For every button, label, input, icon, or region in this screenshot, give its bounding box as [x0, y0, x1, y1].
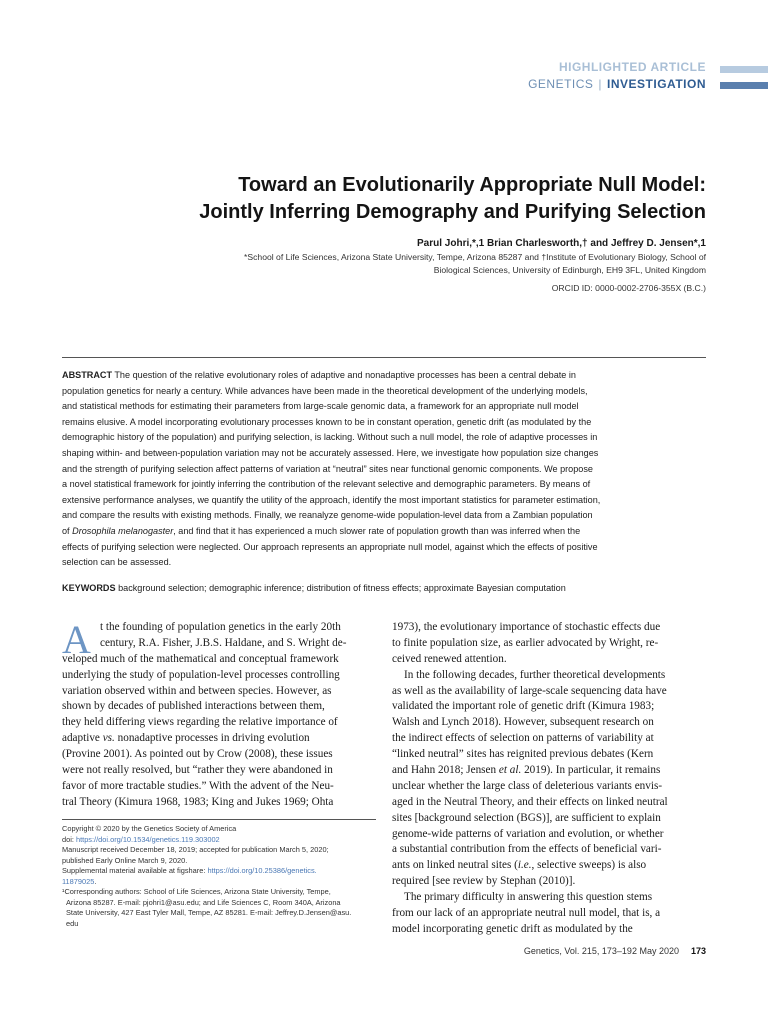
body-line: as well as the availability of large-scale sequencing data have — [392, 684, 667, 697]
journal-section-header — [528, 77, 706, 91]
body-line: unclear whether the large class of deleterious variants envis- — [392, 779, 663, 792]
body-line: ants on linked neutral sites (i.e., selective sweeps) is also — [392, 859, 647, 872]
abstract-line: and compare the results with existing methods. Finally, we reanalyze genome-wide population-level data from a Zambian population — [62, 510, 593, 521]
corresponding-authors: State University, 427 East Tyler Mall, Tempe, AZ 85281. E-mail: Jeffrey.D.Jensen@asu. — [66, 908, 352, 917]
manuscript-dates: published Early Online March 9, 2020. — [62, 855, 188, 865]
footnote-rule — [62, 819, 376, 820]
body-line: shown by decades of published interactions between them, — [62, 700, 325, 713]
corresponding-authors: edu — [66, 918, 79, 928]
article-section: INVESTIGATION — [607, 77, 706, 91]
body-line: from our lack of an appropriate neutral null model, that is, a — [392, 907, 661, 920]
body-line: sites [background selection (BGS)], are sufficient to explain — [392, 811, 661, 824]
body-line: In the following decades, further theoretical developments — [404, 668, 666, 681]
page-number: 173 — [690, 946, 706, 956]
orcid-id: ORCID ID: 0000-0002-2706-355X (B.C.) — [551, 283, 706, 293]
body-line: t the founding of population genetics in the early 20th — [100, 621, 341, 633]
body-line: (Provine 2001). As pointed out by Crow (2008), these issues — [62, 748, 333, 761]
body-line: a substantial contribution from the effects of beneficial vari- — [392, 843, 662, 856]
body-line: genome-wide patterns of variation and evolution, or whether — [392, 827, 664, 840]
copyright-notice: Copyright © 2020 by the Genetics Society of America — [62, 824, 237, 833]
body-line: model incorporating genetic drift as modulated by the — [392, 922, 633, 935]
body-line: Walsh and Lynch 2018). However, subsequent research on — [392, 716, 654, 729]
body-line: ceived renewed attention. — [392, 652, 507, 665]
affiliations — [146, 251, 706, 277]
body-line: and Hahn 2018; Jensen et al. 2019). In particular, it remains — [392, 764, 661, 777]
body-line: century, R.A. Fisher, J.B.S. Haldane, and S. Wright de- — [100, 636, 347, 649]
drop-cap: A — [62, 617, 91, 662]
keywords-text: background selection; demographic inference; distribution of fitness effects; approximate Bayesian computation — [115, 583, 566, 593]
body-line: aged in the Neutral Theory, and their effects on linked neutral — [392, 795, 668, 808]
abstract-line: shaping within- and between-population variation may not be accurately assessed. Here, we investigate how population size changes — [62, 447, 599, 458]
body-line: tral Theory (Kimura 1968, 1983; King and Jukes 1969; Ohta — [62, 795, 334, 808]
header-separator: | — [598, 77, 603, 91]
page-footer — [524, 946, 706, 956]
corresponding-authors: Arizona 85287. E-mail: pjohri1@asu.edu; and Life Sciences C, Room 340A, Arizona — [66, 897, 341, 907]
footnotes — [62, 824, 376, 929]
doi-line: doi: https://doi.org/10.1534/genetics.119.303002 — [62, 834, 220, 844]
highlighted-article-label: HIGHLIGHTED ARTICLE — [558, 60, 706, 74]
body-left-column — [62, 617, 376, 811]
supplemental-link[interactable]: https://doi.org/10.25386/genetics. — [207, 866, 317, 875]
body-line: they held differing views regarding the relative importance of — [62, 716, 338, 729]
abstract-line: and the strength of purifying selection affect patterns of variation at “neutral” sites near functional genomic components. We propose — [62, 463, 593, 474]
abstract-line: of Drosophila melanogaster, and find that it has experienced a much slower rate of population growth than was inferred when the — [62, 525, 581, 536]
abstract-line: effects of purifying selection were neglected. Our approach represents an appropriate null model, against which the effects of positive — [62, 541, 598, 552]
body-line: The primary difficulty in answering this question stems — [404, 891, 653, 904]
supplemental-line: Supplemental material available at figshare: https://doi.org/10.25386/genetics. — [62, 866, 317, 875]
abstract-line: a novel statistical framework for jointly inferring the contribution of the relevant selective and demographic parameters. By means of — [62, 479, 591, 490]
body-line: variation observed within and between species. However, as — [62, 684, 332, 697]
abstract-heading: ABSTRACT — [62, 370, 113, 380]
body-line: were not really resolved, but “rather they were abandoned in — [62, 764, 333, 777]
abstract-line: extensive performance analyses, we quantify the utility of the approach, identify the most important statistics for parameter estimation, — [62, 494, 601, 505]
affiliation-line: Biological Sciences, University of Edinburgh, EH9 3FL, United Kingdom — [433, 265, 706, 275]
abstract-line: demographic history of the population) and purifying selection, is lacking. Without such a null model, the role of adaptive processes in — [62, 432, 598, 443]
body-line: validated the important role of genetic drift (Kimura 1983; — [392, 700, 655, 713]
body-line: underlying the study of population-level processes controlling — [62, 668, 340, 681]
article-title — [86, 172, 706, 226]
body-line: adaptive vs. nonadaptive processes in driving evolution — [62, 732, 310, 745]
body-line: “linked neutral” sites has reignited previous debates (Kern — [392, 748, 654, 761]
journal-name: GENETICS — [528, 77, 594, 91]
keywords — [62, 583, 706, 593]
body-line: to finite population size, as earlier advocated by Wright, re- — [392, 636, 659, 649]
body-line: the indirect effects of selection on patterns of variability at — [392, 732, 654, 745]
abstract-line: remains elusive. A model incorporating evolutionary processes known to be in constant operation, genetic drift (as modulated by the — [62, 416, 592, 427]
title-line: Jointly Inferring Demography and Purifying Selection — [199, 201, 706, 223]
body-right-column — [392, 620, 706, 938]
abstract-top-rule — [62, 357, 706, 358]
body-line: required [see review by Stephan (2010)]. — [392, 875, 576, 888]
body-line: favor of more tractable studies.” With the advent of the Neu- — [62, 779, 334, 792]
body-line: 1973), the evolutionary importance of stochastic effects due — [392, 621, 661, 633]
title-line: Toward an Evolutionarily Appropriate Null Model: — [238, 174, 706, 196]
corresponding-authors: ¹Corresponding authors: School of Life Sciences, Arizona State University, Tempe, — [62, 887, 331, 896]
header-accent-bar-bottom — [720, 82, 768, 89]
abstract — [62, 368, 706, 571]
abstract-line: selection can be assessed. — [62, 557, 172, 568]
keywords-label: KEYWORDS — [62, 583, 116, 593]
species-name: Drosophila melanogaster — [72, 525, 174, 536]
author-list: Parul Johri,*,1 Brian Charlesworth,† and Jeffrey D. Jensen*,1 — [417, 238, 706, 249]
supplemental-link[interactable]: 11879025 — [62, 876, 95, 886]
abstract-line: ABSTRACT The question of the relative evolutionary roles of adaptive and nonadaptive processes has been a central debate in — [62, 370, 576, 380]
abstract-line: and statistical methods for estimating their parameters from large-scale genomic data, a framework for an appropriate null model — [62, 401, 579, 412]
affiliation-line: *School of Life Sciences, Arizona State University, Tempe, Arizona 85287 and †Institute of Evolutionary Biology, School of — [244, 252, 706, 262]
supplemental-line: 11879025. — [62, 876, 97, 886]
doi-link[interactable]: https://doi.org/10.1534/genetics.119.303002 — [75, 834, 220, 844]
header-accent-bar-top — [720, 66, 768, 73]
manuscript-dates: Manuscript received December 18, 2019; accepted for publication March 5, 2020; — [62, 845, 329, 854]
abstract-line: population genetics for nearly a century. While advances have been made in the theoretical development of the underlying models, — [62, 385, 588, 396]
body-line: veloped much of the mathematical and conceptual framework — [62, 652, 339, 665]
journal-citation: Genetics, Vol. 215, 173–192 May 2020 — [523, 946, 679, 956]
